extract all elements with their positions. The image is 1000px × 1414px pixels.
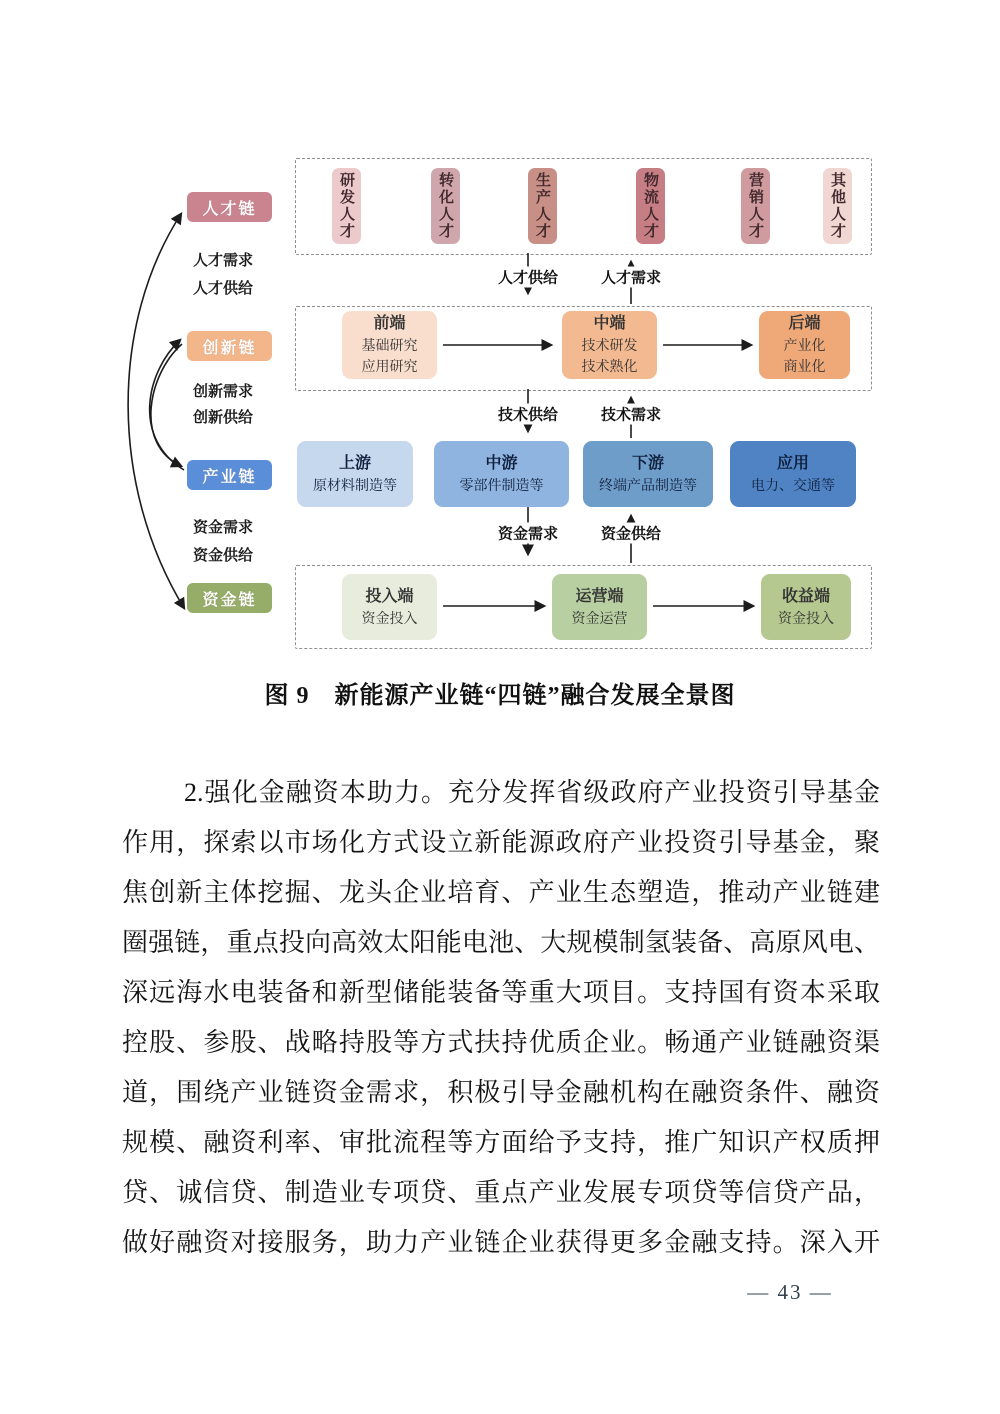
node-title: 前端 [373, 315, 406, 332]
curve-to-innovation [150, 340, 184, 470]
talent-box-production: 生产人才 [528, 168, 557, 244]
innovation-supply-label: 创新供给 [192, 409, 253, 426]
talent-box-other: 其他人才 [823, 168, 852, 244]
chain-tag-fund: 资金链 [187, 583, 272, 613]
flow-label-fund-demand: 资金需求 [496, 523, 560, 544]
curve-to-industry [151, 344, 182, 466]
talent-box-logistics: 物流人才 [636, 168, 665, 244]
talent-box-marketing: 营销人才 [741, 168, 770, 244]
node-title: 后端 [788, 315, 821, 332]
talent-supply-label: 人才供给 [192, 280, 253, 297]
body-paragraph [122, 768, 880, 1268]
body-line: 做好融资对接服务，助力产业链企业获得更多金融支持。深入开 [122, 1228, 880, 1257]
node-line: 技术研发 [581, 337, 638, 353]
body-line: 圈强链，重点投向高效太阳能电池、大规模制氢装备、高原风电、 [122, 928, 880, 957]
node-title: 运营端 [575, 587, 624, 605]
fund-demand-label: 资金需求 [192, 519, 253, 536]
talent-box-transfer: 转化人才 [431, 168, 460, 244]
body-line: 规模、融资利率、审批流程等方面给予支持，推广知识产权质押 [122, 1128, 880, 1157]
chain-tag-innovation: 创新链 [187, 331, 272, 361]
chain-tag-industry: 产业链 [187, 460, 272, 490]
body-line: 道，围绕产业链资金需求，积极引导金融机构在融资条件、融资 [122, 1078, 880, 1107]
fund-node-operation [552, 574, 647, 640]
industry-node-downstream [583, 441, 713, 507]
page-number: — 43 — [747, 1280, 833, 1304]
figure-caption: 图 9 新能源产业链“四链”融合发展全景图 [264, 683, 736, 709]
talent-box-rd: 研发人才 [332, 168, 361, 244]
innovation-node-middle [562, 311, 657, 379]
node-line: 技术熟化 [581, 358, 638, 374]
body-line: 深远海水电装备和新型储能装备等重大项目。支持国有资本采取 [122, 978, 880, 1007]
node-sub: 电力、交通等 [751, 476, 835, 493]
talent-demand-label: 人才需求 [192, 252, 253, 269]
body-line: 作用，探索以市场化方式设立新能源政府产业投资引导基金，聚 [122, 828, 880, 857]
flow-label-tech-demand: 技术需求 [599, 404, 663, 425]
flow-label-talent-supply: 人才供给 [496, 267, 560, 288]
node-sub: 零部件制造等 [459, 476, 544, 493]
industry-node-midstream [434, 441, 569, 507]
node-sub: 原材料制造等 [313, 476, 397, 493]
body-line: 2.强化金融资本助力。充分发挥省级政府产业投资引导基金 [184, 778, 880, 807]
node-sub: 终端产品制造等 [599, 476, 697, 493]
node-sub: 资金运营 [571, 609, 628, 626]
node-line: 应用研究 [361, 358, 418, 374]
body-line: 控股、参股、战略持股等方式扶持优质企业。畅通产业链融资渠 [122, 1028, 880, 1057]
flow-label-tech-supply: 技术供给 [496, 404, 560, 425]
flow-label-fund-supply: 资金供给 [599, 523, 663, 544]
node-title: 下游 [631, 454, 664, 472]
innovation-node-front [342, 311, 437, 379]
fund-supply-label: 资金供给 [192, 547, 253, 564]
node-title: 收益端 [781, 587, 830, 605]
figure-diagram [0, 0, 1000, 700]
innovation-demand-label: 创新需求 [192, 383, 253, 400]
industry-node-upstream [297, 441, 413, 507]
body-line: 焦创新主体挖掘、龙头企业培育、产业生态塑造，推动产业链建 [122, 878, 880, 907]
fund-node-revenue [761, 574, 851, 640]
node-line: 产业化 [783, 337, 826, 353]
node-title: 上游 [338, 454, 371, 472]
node-title: 应用 [776, 454, 809, 472]
node-title: 中游 [485, 454, 518, 472]
node-title: 中端 [593, 315, 626, 332]
industry-node-application [730, 441, 856, 507]
node-sub: 资金投入 [778, 609, 834, 626]
flow-label-talent-demand: 人才需求 [599, 267, 663, 288]
node-sub: 资金投入 [361, 609, 418, 626]
node-title: 投入端 [365, 587, 414, 605]
innovation-node-back [759, 311, 850, 379]
talent-chain-frame [295, 158, 872, 255]
node-line: 基础研究 [361, 337, 418, 353]
body-line: 贷、诚信贷、制造业专项贷、重点产业发展专项贷等信贷产品， [122, 1178, 880, 1207]
fund-node-input [342, 574, 437, 640]
chain-tag-talent: 人才链 [187, 192, 272, 222]
node-line: 商业化 [783, 358, 826, 374]
